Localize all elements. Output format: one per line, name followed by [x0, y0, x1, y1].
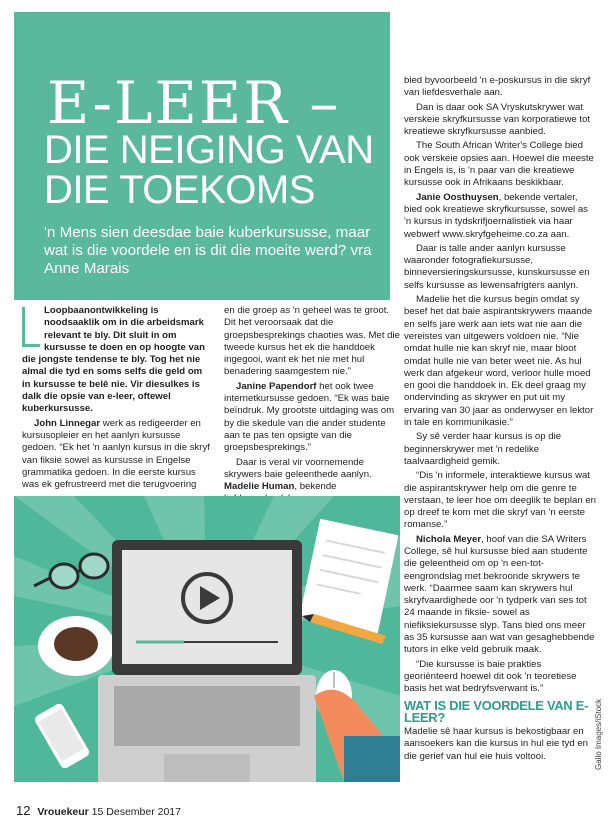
- page-number: 12: [16, 803, 31, 818]
- paragraph: bied byvoorbeeld 'n e-poskursus in die skryf van liefdesverhale aan.: [404, 75, 591, 99]
- paragraph-text: , bekende: [294, 481, 337, 493]
- headline-line2: DIE NEIGING VAN: [44, 128, 374, 172]
- article-column-1: [22, 305, 210, 493]
- laptop-icon: [98, 540, 316, 782]
- paragraph: Daar is talle ander aanlyn kursusse waaronder fotografiekursusse, binneversieringskursusse, kunskursusse en selfs kursusse as lewensafrigters aanlyn.: [404, 242, 590, 291]
- paragraph: Sy sê verder haar kursus is op die beginnerskrywer met 'n redelike taalvaardigheid gemik.: [404, 431, 562, 467]
- paragraph-text: Daar is veral vir voornemende skrywers baie geleenthede aanlyn.: [224, 456, 372, 480]
- lede-paragraph: [22, 305, 210, 416]
- paragraph: en die groep as 'n geheel was te groot. Dit het veroorsaak dat die groepsbesprekings chaoties was. Met die tweede kursus het ek die handdoek ingegooi, want ek het nie met hul benadering saamgestem nie.”: [224, 305, 400, 378]
- paragraph: [404, 192, 596, 241]
- headline: E-LEER –: [47, 69, 341, 137]
- magazine-name: Vrouekeur: [37, 806, 89, 818]
- illustration: [14, 496, 400, 782]
- article-column-2: [224, 305, 400, 508]
- paragraph: [224, 381, 400, 455]
- smartphone-icon: [33, 702, 91, 770]
- paragraph: Dan is daar ook SA Vryskutskrywer wat verskeie skryfkursusse van korporatiewe tot kreatiewe skryfkursusse aanbied.: [404, 101, 591, 138]
- paragraph-text: het ook twee internetkursusse gedoen. “Ek was baie beïndruk. My grootste uitdaging was om by die skedule van die ander studente aan te pas ten opsigte van die groepsbesprekings.”: [224, 380, 395, 454]
- paragraph-text: , bekende vertaler, bied ook kreatiewe skryfkursusse, sowel as 'n kursus in tydskrifjoernalistiek via haar webwerf www.skryfgeheime.co.za aan.: [404, 191, 588, 240]
- lede-text: Loopbaanontwikkeling is noodsaaklik om in die arbeidsmark relevant te bly. Dit sluit in om kursusse te doen en op hoogte van die jongste tendense te bly. Tog het nie almal die tyd en soms selfs die geld om in kursusse te belê nie. Vir diesulkes is dalk die opsie van e-leer, oftewel kuberkursusse.: [22, 305, 205, 415]
- person-name: Nichola Meyer: [416, 533, 482, 545]
- headline-subline: [44, 130, 394, 210]
- paragraph: [22, 418, 210, 492]
- paragraph-text: werk as redigeerder en kursusopleier en het aanlyn kursusse gedoen. “Ek het 'n aanlyn kursus in die skryf van fiksie sowel as kursusse in Engelse grammatika gedoen. In die eerste kursus was ek gefrustreerd met die terugvoering: [22, 417, 210, 491]
- headline-line3: DIE TOEKOMS: [44, 168, 315, 212]
- paragraph: Madelie het die kursus begin omdat sy besef het dat baie aspirantskrywers maande en selfs jare werk aan iets wat nie aan die vereistes van uitgewers voldoen nie. “Nie omdat hulle nie kan skryf nie, maar bloot omdat hulle nie van beter weet nie. As hul werk dan afgekeur word, verloor hulle moed en gooi die handdoek in. Ek deel graag my ondervinding as skrywer en put uit my ervaring van 30 jaar as onderwyser en lektor in tale en kommunikasie.”: [404, 294, 594, 429]
- paragraph: [404, 534, 596, 657]
- person-name: Janie Oosthuysen: [416, 191, 499, 203]
- paragraph: The South African Writer's College bied ook verskeie opsies aan. Hoewel die meeste in Engels is, is 'n paar van die kreatiewe kursusse ook in Afrikaans beskikbaar.: [404, 140, 594, 189]
- standfirst: 'n Mens sien deesdae baie kuberkursusse, maar wat is die voordele en is dit die moeite werd? vra Anne Marais: [44, 224, 372, 277]
- paragraph: Madelie sê haar kursus is bekostigbaar en aansoekers kan die kursus in hul eie tyd en die gerief van hul eie huis voltooi.: [404, 726, 588, 762]
- paragraph: “Dis 'n informele, interaktiewe kursus wat die aspirantskrywer help om die genre te verstaan, te leer hoe om deeglik te beplan en op dreef te kom met die skryf van 'n eerste romanse.”: [404, 470, 597, 531]
- paragraph-text: , hoof van die SA Writers College, sê hul kursusse bied aan studente die geleentheid om op 'n een-tot-eengrondslag met bekroonde skrywers te werk. “Daarmee saam kan skrywers hul skryfvaardighede oor 'n tydperk van ses tot 24 maande in fiksie- sowel as niefiksiekursusse slyp. Tans bied ons meer as 35 kursusse aan wat van gesaghebbende tutors in elke veld gebruik maak.: [404, 533, 595, 656]
- illustration-artwork: [14, 496, 400, 782]
- person-name: Madelie Human: [224, 481, 295, 493]
- dropcap-mark: [22, 307, 40, 347]
- section-subhead: WAT IS DIE VOORDELE VAN E-LEER?: [404, 697, 589, 725]
- person-name: John Linnegar: [34, 417, 101, 429]
- paragraph: “Die kursusse is baie prakties georiënteerd hoewel dit ook 'n teoretiese basis het wat bedryfsverwant is.”: [404, 658, 577, 695]
- photo-credit: Gallo Images/iStock: [594, 698, 603, 770]
- page-footer: [16, 803, 181, 818]
- issue-date: 15 Desember 2017: [91, 806, 181, 818]
- person-name: Janine Papendorf: [236, 380, 317, 392]
- article-column-3: [404, 75, 596, 765]
